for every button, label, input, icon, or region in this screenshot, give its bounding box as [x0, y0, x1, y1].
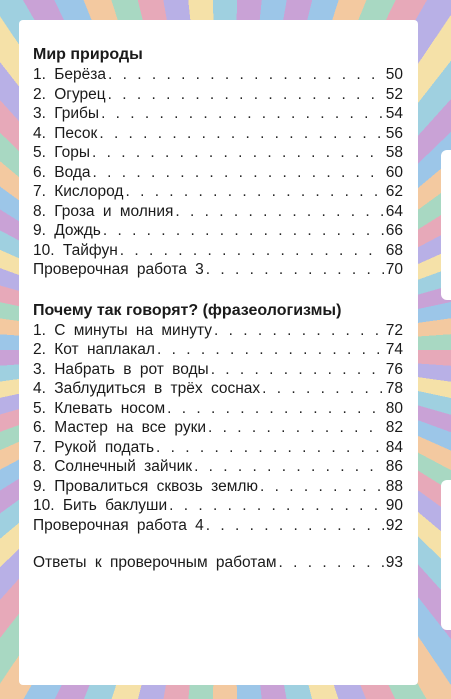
- toc-entry-label: 3. Грибы: [33, 105, 100, 122]
- toc-entry-label: 4. Заблудиться в трёх соснах: [33, 380, 261, 397]
- toc-entry-label: 8. Гроза и молния: [33, 202, 174, 220]
- toc-entry-page: 72: [385, 321, 403, 339]
- dot-leader: [208, 418, 384, 438]
- table-of-contents: [33, 44, 403, 573]
- section-list-nature: [33, 65, 403, 280]
- toc-entry-label: 5. Горы: [33, 144, 90, 161]
- toc-entry[interactable]: [33, 260, 403, 280]
- toc-entry[interactable]: [33, 65, 403, 85]
- dot-leader: [175, 202, 383, 222]
- dot-leader: [93, 163, 384, 183]
- dot-leader: [206, 516, 384, 536]
- dot-leader: [99, 124, 383, 144]
- toc-entry[interactable]: [33, 104, 403, 124]
- toc-entry-page: 88: [385, 477, 403, 495]
- dot-leader: [262, 379, 384, 399]
- toc-entry[interactable]: [33, 477, 403, 497]
- toc-entry-label: 8. Солнечный зайчик: [33, 458, 193, 475]
- toc-entry[interactable]: [33, 321, 403, 341]
- toc-entry-page: 68: [385, 241, 403, 259]
- dot-leader: [167, 399, 384, 419]
- dot-leader: [214, 321, 384, 341]
- toc-entry-label: 10. Бить баклуши: [33, 497, 168, 514]
- toc-entry-label: Проверочная работа 3: [33, 261, 204, 278]
- toc-entry[interactable]: [33, 399, 403, 419]
- toc-entry-page: 82: [385, 419, 403, 436]
- toc-entry[interactable]: [33, 516, 403, 536]
- toc-entry-page: 76: [385, 360, 403, 378]
- toc-entry-label: 10. Тайфун: [33, 241, 118, 259]
- toc-entry-page: 64: [385, 202, 403, 220]
- dot-leader: [194, 457, 384, 477]
- toc-entry-label: 9. Дождь: [33, 222, 101, 239]
- toc-entry[interactable]: [33, 379, 403, 399]
- dot-leader: [157, 340, 384, 360]
- toc-entry-label: 2. Кот наплакал: [33, 341, 155, 358]
- toc-entry-label: 6. Вода: [33, 163, 91, 181]
- toc-entry-page: 58: [385, 144, 403, 161]
- dot-leader: [108, 65, 384, 85]
- dot-leader: [101, 104, 384, 124]
- dot-leader: [108, 85, 384, 105]
- toc-entry-label: Проверочная работа 4: [33, 516, 204, 534]
- toc-entry[interactable]: [33, 163, 403, 183]
- toc-entry[interactable]: [33, 202, 403, 222]
- toc-entry-label: Ответы к проверочным работам: [33, 554, 277, 571]
- toc-entry-answers[interactable]: [33, 553, 403, 573]
- section-list-idioms: [33, 321, 403, 536]
- dot-leader: [125, 182, 383, 202]
- toc-entry[interactable]: [33, 85, 403, 105]
- toc-entry-label: 7. Кислород: [33, 183, 124, 200]
- toc-entry-label: 1. С минуты на минуту: [33, 321, 213, 339]
- toc-entry-label: 3. Набрать в рот воды: [33, 360, 209, 378]
- toc-entry[interactable]: [33, 124, 403, 144]
- toc-entry[interactable]: [33, 438, 403, 458]
- section-title-idioms: Почему так говорят? (фразеологизмы): [33, 301, 342, 319]
- toc-entry-label: 7. Рукой подать: [33, 438, 155, 456]
- dot-leader: [206, 260, 384, 280]
- dot-leader: [103, 221, 384, 241]
- section-title-nature: Мир природы: [33, 46, 143, 63]
- toc-entry[interactable]: [33, 221, 403, 241]
- toc-entry-page: 62: [385, 183, 403, 200]
- toc-entry-label: 1. Берёза: [33, 66, 106, 83]
- toc-entry[interactable]: [33, 182, 403, 202]
- toc-entry-page: 66: [385, 222, 403, 239]
- page-tab-notch: [441, 480, 451, 630]
- dot-leader: [211, 360, 384, 380]
- toc-entry-page: 92: [385, 516, 403, 534]
- toc-entry[interactable]: [33, 241, 403, 261]
- toc-entry[interactable]: [33, 340, 403, 360]
- dot-leader: [279, 553, 384, 573]
- toc-entry-label: 2. Огурец: [33, 85, 106, 103]
- toc-entry-page: 80: [385, 399, 403, 417]
- toc-entry-page: 86: [385, 458, 403, 475]
- page-tab-notch: [441, 150, 451, 300]
- toc-entry-page: 84: [385, 438, 403, 456]
- toc-entry[interactable]: [33, 143, 403, 163]
- toc-entry-page: 93: [385, 554, 403, 571]
- toc-entry-page: 54: [385, 105, 403, 122]
- toc-entry-page: 74: [385, 341, 403, 358]
- toc-entry-page: 78: [385, 380, 403, 397]
- toc-entry-page: 56: [385, 124, 403, 142]
- toc-entry-page: 50: [385, 66, 403, 83]
- toc-entry-page: 52: [385, 85, 403, 103]
- toc-entry-label: 6. Мастер на все руки: [33, 419, 207, 436]
- toc-entry-label: 9. Провалиться сквозь землю: [33, 477, 259, 495]
- dot-leader: [92, 143, 384, 163]
- page-sheet: [19, 20, 418, 685]
- toc-entry[interactable]: [33, 496, 403, 516]
- toc-entry-label: 5. Клевать носом: [33, 399, 166, 417]
- toc-entry-page: 60: [385, 163, 403, 181]
- dot-leader: [120, 241, 384, 261]
- toc-entry-label: 4. Песок: [33, 124, 98, 142]
- toc-entry[interactable]: [33, 360, 403, 380]
- toc-entry[interactable]: [33, 418, 403, 438]
- dot-leader: [156, 438, 384, 458]
- dot-leader: [169, 496, 384, 516]
- dot-leader: [260, 477, 384, 497]
- toc-entry-page: 90: [385, 497, 403, 514]
- toc-entry-page: 70: [385, 261, 403, 278]
- toc-entry[interactable]: [33, 457, 403, 477]
